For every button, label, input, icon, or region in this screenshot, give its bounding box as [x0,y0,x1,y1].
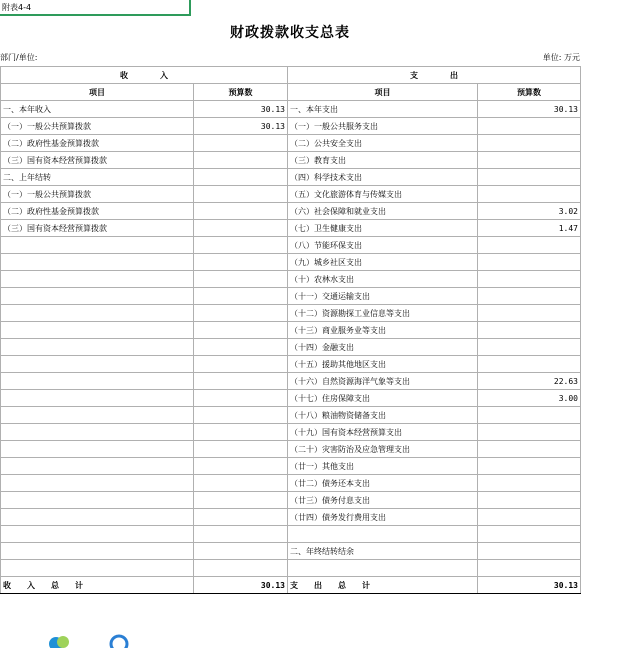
totals-row [1,577,581,594]
income-value-cell: 30.13 [194,118,288,135]
expense-value-cell: 3.02 [478,203,581,220]
income-value-cell [194,271,288,288]
income-item-cell: 二、上年结转 [1,169,194,186]
expense-value-cell [478,492,581,509]
income-item-cell [1,271,194,288]
expense-item-cell: （六）社会保障和就业支出 [288,203,478,220]
table-row [1,492,581,509]
expense-item-cell: 二、年终结转结余 [288,543,478,560]
income-item-cell [1,254,194,271]
expense-item-cell [288,526,478,543]
expense-item-cell: （二十）灾害防治及应急管理支出 [288,441,478,458]
income-item-cell [1,322,194,339]
income-budget-header: 预算数 [194,84,288,101]
income-value-cell [194,356,288,373]
department-label: 部门/单位: [0,53,38,62]
expense-item-cell: （一）一般公共服务支出 [288,118,478,135]
income-value-cell [194,441,288,458]
income-value-cell [194,526,288,543]
table-row [1,407,581,424]
table-row [1,458,581,475]
income-item-cell: （二）政府性基金预算拨款 [1,135,194,152]
income-item-cell: （一）一般公共预算拨款 [1,118,194,135]
expense-value-cell [478,169,581,186]
expense-value-cell [478,186,581,203]
income-item-cell [1,356,194,373]
income-value-cell [194,373,288,390]
income-total-value: 30.13 [194,577,288,594]
expense-value-cell [478,339,581,356]
income-item-cell [1,424,194,441]
expense-value-cell [478,135,581,152]
expense-value-cell [478,509,581,526]
budget-table [0,66,581,594]
expense-value-cell [478,458,581,475]
income-value-cell [194,169,288,186]
expense-item-cell: （十）农林水支出 [288,271,478,288]
expense-item-cell: （廿一）其他支出 [288,458,478,475]
table-row [1,118,581,135]
expense-item-cell: （十一）交通运输支出 [288,288,478,305]
table-row [1,254,581,271]
income-value-cell [194,560,288,577]
expense-item-cell: 一、本年支出 [288,101,478,118]
expense-value-cell [478,560,581,577]
unit-label: 单位: 万元 [542,53,580,62]
expense-item-cell: （十三）商业服务业等支出 [288,322,478,339]
income-value-cell [194,322,288,339]
expense-budget-header: 预算数 [478,84,581,101]
table-row [1,475,581,492]
expense-item-cell [288,560,478,577]
expense-item-cell: （五）文化旅游体育与传媒支出 [288,186,478,203]
expense-item-cell: （廿四）债务发行费用支出 [288,509,478,526]
table-row [1,237,581,254]
income-value-cell [194,288,288,305]
expense-value-cell [478,118,581,135]
income-item-cell [1,237,194,254]
expense-item-cell: （九）城乡社区支出 [288,254,478,271]
income-item-header: 项目 [1,84,194,101]
expense-item-cell: （四）科学技术支出 [288,169,478,186]
expense-group-header: 支 出 [288,67,581,84]
bubble-icon[interactable] [48,634,74,648]
income-value-cell [194,186,288,203]
income-item-cell [1,560,194,577]
income-value-cell [194,152,288,169]
table-row [1,101,581,118]
table-row [1,339,581,356]
income-value-cell: 30.13 [194,101,288,118]
income-item-cell [1,441,194,458]
income-item-cell: （一）一般公共预算拨款 [1,186,194,203]
expense-item-cell: （七）卫生健康支出 [288,220,478,237]
expense-value-cell [478,475,581,492]
expense-value-cell [478,356,581,373]
expense-value-cell [478,305,581,322]
income-item-cell [1,373,194,390]
expense-value-cell [478,526,581,543]
table-row [1,271,581,288]
income-value-cell [194,543,288,560]
expense-value-cell [478,254,581,271]
expense-item-header: 项目 [288,84,478,101]
income-item-cell [1,458,194,475]
income-item-cell [1,543,194,560]
expense-value-cell: 3.00 [478,390,581,407]
expense-value-cell [478,322,581,339]
income-item-cell [1,288,194,305]
income-value-cell [194,424,288,441]
expense-total-label: 支 出 总 计 [288,577,478,594]
income-total-label: 收 入 总 计 [1,577,194,594]
expense-value-cell: 30.13 [478,101,581,118]
income-value-cell [194,305,288,322]
expense-item-cell: （十四）金融支出 [288,339,478,356]
income-item-cell [1,492,194,509]
table-row [1,424,581,441]
group-header-row [1,67,581,84]
income-item-cell [1,475,194,492]
income-value-cell [194,390,288,407]
income-item-cell [1,509,194,526]
expense-item-cell: （二）公共安全支出 [288,135,478,152]
income-item-cell [1,390,194,407]
expense-value-cell [478,424,581,441]
income-group-header: 收 入 [1,67,288,84]
table-row [1,288,581,305]
taskbar-icons [48,628,148,644]
ring-icon[interactable] [108,634,130,648]
income-value-cell [194,509,288,526]
table-row [1,390,581,407]
income-item-cell: 一、本年收入 [1,101,194,118]
expense-value-cell: 1.47 [478,220,581,237]
income-value-cell [194,220,288,237]
table-row [1,560,581,577]
income-value-cell [194,339,288,356]
expense-value-cell [478,237,581,254]
table-row [1,526,581,543]
expense-item-cell: （十七）住房保障支出 [288,390,478,407]
income-value-cell [194,203,288,220]
table-row [1,356,581,373]
expense-item-cell: （八）节能环保支出 [288,237,478,254]
column-header-row [1,84,581,101]
income-value-cell [194,458,288,475]
table-row [1,135,581,152]
expense-value-cell [478,441,581,458]
sheet-label: 附表4-4 [0,0,191,16]
table-row [1,152,581,169]
table-row [1,169,581,186]
expense-item-cell: （十二）资源勘探工业信息等支出 [288,305,478,322]
expense-item-cell: （三）教育支出 [288,152,478,169]
table-row [1,186,581,203]
income-item-cell [1,407,194,424]
table-row [1,305,581,322]
income-item-cell [1,305,194,322]
table-row [1,322,581,339]
expense-item-cell: （廿二）债务还本支出 [288,475,478,492]
income-value-cell [194,135,288,152]
table-row [1,509,581,526]
table-row [1,373,581,390]
table-row [1,220,581,237]
expense-value-cell: 22.63 [478,373,581,390]
table-row [1,441,581,458]
income-value-cell [194,407,288,424]
page-title: 财政拨款收支总表 [230,25,350,41]
income-item-cell: （三）国有资本经营预算拨款 [1,220,194,237]
expense-total-value: 30.13 [478,577,581,594]
expense-value-cell [478,288,581,305]
income-value-cell [194,492,288,509]
income-item-cell [1,526,194,543]
expense-item-cell: （廿三）债务付息支出 [288,492,478,509]
expense-item-cell: （十五）援助其他地区支出 [288,356,478,373]
income-value-cell [194,254,288,271]
expense-item-cell: （十六）自然资源海洋气象等支出 [288,373,478,390]
expense-item-cell: （十九）国有资本经营预算支出 [288,424,478,441]
income-value-cell [194,475,288,492]
expense-value-cell [478,271,581,288]
expense-value-cell [478,152,581,169]
expense-item-cell: （十八）粮油物资储备支出 [288,407,478,424]
income-item-cell: （三）国有资本经营预算拨款 [1,152,194,169]
expense-value-cell [478,543,581,560]
expense-value-cell [478,407,581,424]
income-item-cell [1,339,194,356]
table-row [1,203,581,220]
income-value-cell [194,237,288,254]
income-item-cell: （二）政府性基金预算拨款 [1,203,194,220]
table-row [1,543,581,560]
